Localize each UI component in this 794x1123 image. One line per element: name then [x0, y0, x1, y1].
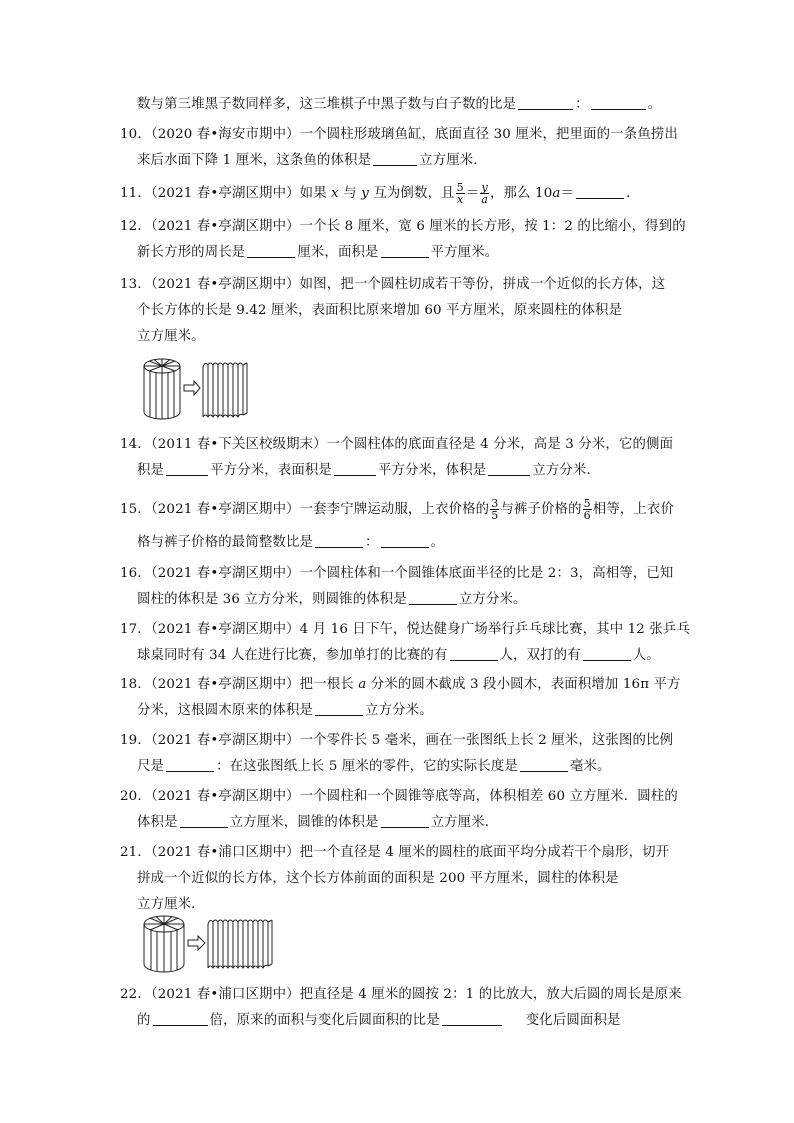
item-22-line-1: 22．（2021 春•浦口区期中）把直径是 4 厘米的圆按 2：1 的比放大，放大后圆的周长是原来 — [120, 987, 682, 1002]
answer-blank[interactable] — [373, 152, 417, 166]
answer-blank[interactable] — [409, 591, 457, 605]
cylinder-to-cuboid-figure — [140, 355, 250, 423]
item-10-line-2: 来后水面下降 1 厘米，这条鱼的体积是 立方厘米． — [137, 153, 487, 168]
fraction: $\frac{y}{a}$ — [481, 181, 489, 206]
item-21-line-2: 拼成一个近似的长方体，这个长方体前面的面积是 200 平方厘米，圆柱的体积是 — [137, 871, 619, 886]
answer-blank[interactable] — [166, 758, 214, 772]
answer-blank[interactable] — [520, 758, 568, 772]
item-22-line-2: 的 倍，原来的面积与变化后圆面积的比是 变化后圆面积是 — [137, 1013, 621, 1028]
answer-blank[interactable] — [518, 96, 573, 110]
item-14-line-2: 积是 平方分米，表面积是 平方分米，体积是 立方分米． — [137, 463, 600, 478]
answer-blank[interactable] — [180, 814, 228, 828]
item-18-line-1: 18．（2021 春•亭湖区期中）把一根长 a 分米的圆木截成 3 段小圆木，表面积增加 16π 平方 — [120, 677, 681, 692]
item-12-line-1: 12．（2021 春•亭湖区期中）一个长 8 厘米，宽 6 厘米的长方形，按 1：2 的比缩小，得到的 — [120, 219, 686, 234]
item-20-line-1: 20．（2021 春•亭湖区期中）一个圆柱和一个圆锥等底等高，体积相差 60 立方厘米．圆柱的 — [120, 789, 678, 804]
item-11-line-1: 11．（2021 春•亭湖区期中）如果 x 与 y 互为倒数，且 $\frac{5}{x}$ ＝ $\frac{y}{a}$ ，那么 10a＝ ． — [120, 181, 640, 206]
answer-blank[interactable] — [381, 244, 429, 258]
item-19-line-1: 19．（2021 春•亭湖区期中）一个零件长 5 毫米，画在一张图纸上长 2 厘米，这张图的比例 — [120, 733, 674, 748]
answer-blank[interactable] — [381, 534, 429, 548]
item-17-line-2: 球桌同时有 34 人在进行比赛，参加单打的比赛的有 人，双打的有 人。 — [137, 648, 660, 663]
item-21-line-3: 立方厘米． — [137, 897, 205, 912]
answer-blank[interactable] — [166, 462, 208, 476]
answer-blank[interactable] — [442, 1012, 502, 1026]
item-17-line-1: 17．（2021 春•亭湖区期中）4 月 16 日下午，悦达健身广场举行乒乓球比赛，其中 12 张乒乓 — [120, 622, 691, 637]
answer-blank[interactable] — [247, 244, 295, 258]
answer-blank[interactable] — [315, 702, 363, 716]
answer-blank[interactable] — [315, 534, 363, 548]
answer-blank[interactable] — [583, 647, 631, 661]
item-12-line-2: 新长方形的周长是 厘米，面积是 平方厘米。 — [137, 245, 499, 260]
item-21-line-1: 21．（2021 春•浦口区期中）把一个直径是 4 厘米的圆柱的底面平均分成若干个扇形，切开 — [120, 845, 670, 860]
fraction: $\frac{3}{5}$ — [491, 497, 499, 522]
answer-blank[interactable] — [153, 1012, 208, 1026]
item-20-line-2: 体积是 立方厘米，圆锥的体积是 立方厘米． — [137, 815, 499, 830]
cylinder-to-cuboid-figure — [140, 912, 280, 974]
item-15-line-1: 15．（2021 春•亭湖区期中）一套李宁牌运动服，上衣价格的 $\frac{3}{5}$ 与裤子价格的 $\frac{5}{6}$ 相等，上衣价 — [120, 497, 675, 522]
item-10-line-1: 10．（2020 春•海安市期中）一个圆柱形玻璃鱼缸，底面直径 30 厘米，把里面的一条鱼捞出 — [120, 127, 678, 142]
item-15-line-2: 格与裤子价格的最简整数比是 ： 。 — [137, 535, 445, 550]
item-18-line-2: 分米，这根圆木原来的体积是 立方分米。 — [137, 703, 433, 718]
answer-blank[interactable] — [450, 647, 498, 661]
item-14-line-1: 14．（2011 春•下关区校级期末）一个圆柱体的底面直径是 4 分米，高是 3 分米，它的侧面 — [120, 437, 674, 452]
item-16-line-2: 圆柱的体积是 36 立方分米，则圆锥的体积是 立方分米。 — [137, 592, 527, 607]
item-13-line-1: 13．（2021 春•亭湖区期中）如图，把一个圆柱切成若干等份，拼成一个近似的长方体，这 — [120, 277, 666, 292]
answer-blank[interactable] — [576, 185, 624, 199]
item-9-line-2: 数与第三堆黑子数同样多，这三堆棋子中黑子数与白子数的比是 ： 。 — [137, 97, 662, 112]
answer-blank[interactable] — [591, 96, 646, 110]
fraction: $\frac{5}{x}$ — [456, 181, 464, 206]
fraction: $\frac{5}{6}$ — [583, 497, 591, 522]
item-13-line-2: 个长方体的长是 9.42 厘米，表面积比原来增加 60 平方厘米，原来圆柱的体积是 — [137, 303, 623, 318]
item-13-line-3: 立方厘米。 — [137, 329, 205, 344]
answer-blank[interactable] — [334, 462, 376, 476]
item-16-line-1: 16．（2021 春•亭湖区期中）一个圆柱体和一个圆锥体底面半径的比是 2：3，高相等，已知 — [120, 566, 674, 581]
answer-blank[interactable] — [488, 462, 530, 476]
answer-blank[interactable] — [381, 814, 429, 828]
item-19-line-2: 尺是 ：在这张图纸上长 5 厘米的零件，它的实际长度是 毫米。 — [137, 759, 611, 774]
